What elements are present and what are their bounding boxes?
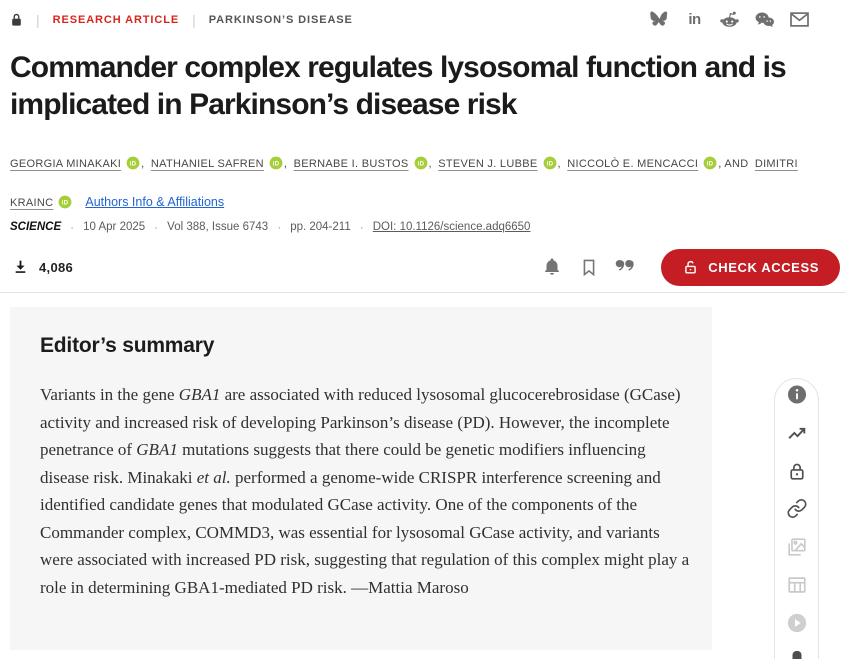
editor-summary-text — [40, 381, 694, 601]
author-separator: , — [283, 158, 288, 170]
journal-name: SCIENCE — [10, 221, 62, 233]
summary-run-italic: GBA1 — [136, 440, 178, 459]
email-icon[interactable] — [789, 9, 810, 30]
svg-text:iD: iD — [546, 160, 553, 168]
reddit-icon[interactable] — [719, 9, 740, 30]
meta-separator: · — [277, 220, 282, 234]
summary-run: are associated with reduced lysosomal glucocerebrosidase (GCase) activity and increased risk of developing Parkinson’s disease (PD). However, the incomplete penetrance of — [40, 385, 681, 459]
author-separator: , AND — [718, 158, 749, 170]
author-separator: , — [141, 158, 145, 170]
authors-info-link[interactable]: Authors Info & Affiliations — [85, 195, 225, 209]
orcid-icon[interactable] — [703, 150, 717, 185]
metrics-icon[interactable] — [786, 423, 807, 444]
author-link[interactable]: NICCOLÒ E. MENCACCI — [567, 158, 699, 170]
svg-text:iD: iD — [62, 199, 69, 207]
orcid-icon[interactable] — [543, 150, 557, 185]
volume-issue: Vol 388, Issue 6743 — [167, 221, 269, 233]
author-link[interactable]: NATHANIEL SAFREN — [150, 158, 264, 170]
article-type-label: RESEARCH ARTICLE — [52, 14, 180, 26]
orcid-icon[interactable] — [414, 150, 428, 185]
downloads-metric[interactable] — [12, 258, 73, 276]
publish-date: 10 Apr 2025 — [83, 221, 146, 233]
cite-quote-icon[interactable] — [614, 255, 638, 279]
orcid-icon[interactable] — [58, 189, 72, 224]
svg-text:iD: iD — [707, 160, 714, 168]
author-separator: , — [557, 158, 561, 170]
separator: | — [192, 12, 196, 28]
alerts-bell-icon[interactable] — [540, 255, 564, 279]
wechat-icon[interactable] — [754, 9, 775, 30]
check-access-label: CHECK ACCESS — [708, 259, 819, 275]
action-icons — [540, 249, 840, 286]
orcid-icon[interactable] — [269, 150, 283, 185]
access-lock-icon[interactable] — [786, 461, 807, 483]
article-meta — [10, 220, 530, 234]
share-toolbar — [649, 9, 810, 30]
svg-text:iD: iD — [417, 160, 424, 168]
meta-separator: · — [154, 220, 159, 234]
summary-run: Variants in the gene — [40, 385, 179, 404]
tables-icon[interactable] — [786, 574, 808, 596]
actions-row — [12, 248, 840, 286]
author-link[interactable]: GEORGIA MINAKAKI — [10, 158, 122, 170]
orcid-icon[interactable] — [126, 150, 140, 185]
editor-summary-box — [10, 307, 712, 650]
pages: pp. 204-211 — [290, 221, 351, 233]
article-tools-sidebar — [774, 378, 819, 659]
svg-text:iD: iD — [129, 160, 137, 168]
bluesky-icon[interactable] — [649, 9, 670, 30]
media-figures-icon[interactable] — [786, 536, 808, 558]
summary-run-italic: et al. — [196, 467, 231, 487]
meta-separator: · — [70, 220, 75, 234]
author-separator: , — [428, 158, 432, 170]
topic-label[interactable]: PARKINSON’S DISEASE — [208, 14, 353, 26]
section-divider — [0, 292, 846, 293]
meta-separator: · — [359, 220, 364, 234]
share-link-icon[interactable] — [786, 498, 807, 519]
linkedin-icon[interactable]: in — [688, 11, 701, 28]
article-header-bar — [10, 10, 353, 30]
video-play-icon[interactable] — [786, 612, 808, 634]
download-icon — [12, 258, 29, 276]
article-title: Commander complex regulates lysosomal function and is implicated in Parkinson’s disease risk — [10, 51, 786, 121]
doi-link[interactable]: DOI: 10.1126/science.adq6650 — [372, 221, 531, 233]
partial-icon — [792, 651, 801, 659]
info-icon[interactable] — [786, 384, 807, 405]
download-count: 4,086 — [39, 259, 74, 275]
open-lock-icon — [682, 259, 699, 276]
summary-run: mutations suggests that there could be genetic modifiers influencing disease risk. Minakaki — [40, 440, 646, 487]
summary-run: performed a genome-wide CRISPR interference screening and identified candidate genes that modulated GCase activity. One of the components of the Commander complex, COMMD3, was essential for lysosomal GCase activity, and variants were associated with increased PD risk, suggesting that regulation of this complex might play a role in determining GBA1-mediated PD risk. —Mattia Maroso — [40, 467, 690, 597]
author-link[interactable]: BERNABE I. BUSTOS — [293, 158, 409, 170]
author-link[interactable]: DIMITRI KRAINC — [10, 158, 798, 209]
byline — [10, 147, 828, 224]
author-link[interactable]: STEVEN J. LUBBE — [438, 158, 538, 170]
editor-summary-heading: Editor’s summary — [40, 334, 215, 357]
lock-icon — [10, 13, 23, 27]
summary-run-italic: GBA1 — [178, 385, 221, 404]
bookmark-icon[interactable] — [577, 255, 601, 279]
svg-text:iD: iD — [272, 160, 280, 168]
check-access-button[interactable] — [661, 249, 840, 286]
separator: | — [36, 12, 40, 28]
